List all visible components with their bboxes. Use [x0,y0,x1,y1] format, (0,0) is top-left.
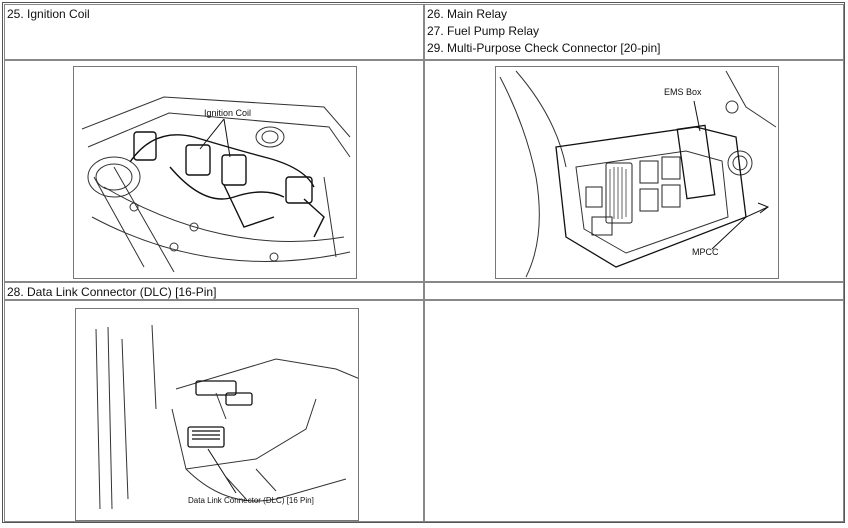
ignition-coil-diagram [73,66,357,279]
caption-relays [424,4,844,60]
image-cell-empty [424,300,844,522]
caption-line: 26. Main Relay [427,7,508,21]
caption-ignition-coil [4,4,424,60]
image-cell-dlc [4,300,424,522]
caption-line: 25. Ignition Coil [7,7,90,21]
ems-box-diagram [495,66,779,279]
components-table [2,2,845,523]
caption-line: 28. Data Link Connector (DLC) [16-Pin] [7,285,217,299]
mpcc-label: MPCC [692,247,719,257]
ems-box-label: EMS Box [664,87,702,97]
dlc-label: Data Link Connector (DLC) [16 Pin] [188,496,314,505]
caption-dlc [4,282,424,300]
caption-line: 27. Fuel Pump Relay [427,24,540,38]
image-cell-ignition-coil [4,60,424,282]
image-cell-ems-box [424,60,844,282]
caption-line: 29. Multi-Purpose Check Connector [20-pin] [427,41,661,55]
dlc-diagram [75,308,359,521]
caption-empty [424,282,844,300]
ignition-coil-label: Ignition Coil [204,108,252,118]
